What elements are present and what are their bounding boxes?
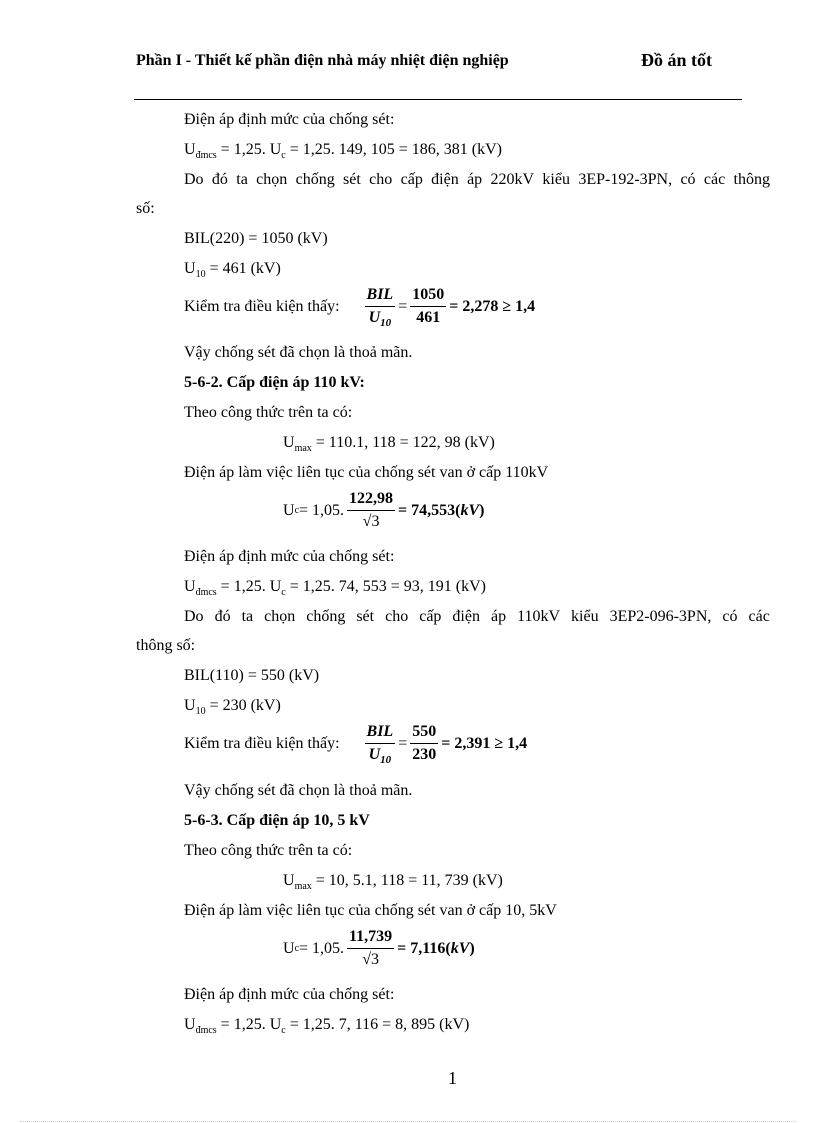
symbol: U xyxy=(184,1016,196,1033)
subscript: c xyxy=(281,1025,286,1036)
check-result: = 2,391 ≥ 1,4 xyxy=(441,734,528,752)
check-label: Kiểm tra điều kiện thấy: xyxy=(184,734,340,752)
formula-line: U c = 1,05. $\frac{11,739}{√3}$ = 7,116(kV) xyxy=(283,928,475,968)
formula-text: = 1,25. 7, 116 = 8, 895 (kV) xyxy=(285,1016,470,1033)
result-paren: ) xyxy=(479,501,485,519)
formula-text: = 461 (kV) xyxy=(205,260,281,277)
fraction xyxy=(410,723,438,764)
subscript: đmcs xyxy=(195,1025,217,1036)
formula-line: U c = 1,05. $\frac{122,98}{√3}$ = 74,553(kV) xyxy=(283,490,485,530)
justified-text-line xyxy=(184,170,770,190)
check-formula xyxy=(362,723,528,764)
word: 110kV xyxy=(517,608,561,625)
word: 3EP-192-3PN, xyxy=(578,171,673,188)
word: kiểu xyxy=(571,608,599,625)
text-line: Điện áp làm việc liên tục của chống sét van ở cấp 110kV xyxy=(184,464,549,481)
word: đó xyxy=(214,608,231,625)
word: điện xyxy=(431,171,459,188)
fraction-denominator: √3 xyxy=(362,951,379,968)
text-line: Điện áp định mức của chống sét: xyxy=(184,548,395,565)
symbol: U xyxy=(184,697,196,714)
formula-line xyxy=(283,871,503,891)
check-result: = 2,278 ≥ 1,4 xyxy=(449,297,536,315)
word: đó xyxy=(211,171,228,188)
fraction-denominator xyxy=(365,307,396,327)
word: ta xyxy=(236,171,248,188)
subscript: max xyxy=(294,881,312,892)
formula-text: = 230 (kV) xyxy=(205,697,281,714)
formula-line xyxy=(283,433,495,453)
word: có xyxy=(722,608,738,625)
formula-line xyxy=(184,577,486,597)
word: Do xyxy=(184,608,204,625)
subscript: max xyxy=(294,443,312,454)
formula-line xyxy=(184,696,281,716)
word: cấp xyxy=(419,608,442,625)
fraction-denominator: √3 xyxy=(362,513,380,530)
word: áp xyxy=(467,171,483,188)
fraction-numerator: BIL xyxy=(365,723,396,744)
section-heading: 5-6-2. Cấp điện áp 110 kV: xyxy=(184,374,365,391)
word: sét xyxy=(343,171,361,188)
formula-text: = 1,05. xyxy=(299,939,345,957)
symbol: U xyxy=(283,939,295,957)
formula-line xyxy=(184,259,281,279)
subscript: đmcs xyxy=(195,150,217,161)
subscript: 10 xyxy=(380,317,392,329)
word: sét xyxy=(356,608,375,625)
text-line: Theo công thức trên ta có: xyxy=(184,842,353,859)
formula-text: = 1,25. 74, 553 = 93, 191 (kV) xyxy=(285,578,486,595)
check-formula xyxy=(362,286,536,327)
check-condition-line xyxy=(184,723,527,764)
text-line: BIL(220) = 1050 (kV) xyxy=(184,230,328,247)
result-value: = 7,116( xyxy=(397,939,451,957)
page-bottom-border xyxy=(20,1121,796,1122)
word: các xyxy=(703,171,726,188)
fraction-denominator: 230 xyxy=(412,746,437,763)
fraction-numerator: 1050 xyxy=(410,286,446,307)
fraction xyxy=(347,490,395,531)
text-line: Điện áp định mức của chống sét: xyxy=(184,111,395,128)
justified-text-line xyxy=(184,607,770,627)
result-value: = 74,553( xyxy=(398,501,461,519)
symbol: U xyxy=(283,872,295,889)
section-heading: 5-6-3. Cấp điện áp 10, 5 kV xyxy=(184,812,370,829)
formula-text: = 10, 5.1, 118 = 11, 739 (kV) xyxy=(311,872,503,889)
text-line: Điện áp làm việc liên tục của chống sét van ở cấp 10, 5kV xyxy=(184,902,557,919)
symbol: U xyxy=(368,746,381,763)
formula-text: = 110.1, 118 = 122, 98 (kV) xyxy=(311,434,495,451)
symbol: U xyxy=(283,434,295,451)
formula-text: = 1,25. U xyxy=(216,141,282,158)
formula-line xyxy=(184,140,502,160)
fraction-numerator: 550 xyxy=(410,723,438,744)
formula-text: = 1,25. U xyxy=(216,1016,282,1033)
fraction xyxy=(365,286,396,327)
subscript: c xyxy=(281,150,286,161)
text-line: số: xyxy=(136,200,155,217)
fraction-denominator: 461 xyxy=(416,309,441,326)
fraction xyxy=(347,928,394,969)
fraction-numerator: 11,739 xyxy=(347,928,394,949)
result-paren: ) xyxy=(469,939,475,957)
text-line: Điện áp định mức của chống sét: xyxy=(184,986,395,1003)
word: Do xyxy=(184,171,204,188)
word: áp xyxy=(490,608,507,625)
word: các xyxy=(748,608,770,625)
word: chống xyxy=(306,608,346,625)
fraction-numerator: 122,98 xyxy=(347,490,395,511)
check-label: Kiểm tra điều kiện thấy: xyxy=(184,297,340,315)
formula-result xyxy=(398,501,484,521)
fraction xyxy=(410,286,446,327)
word: có xyxy=(680,171,696,188)
symbol: U xyxy=(283,501,295,519)
subscript: 10 xyxy=(195,269,206,280)
word: ta xyxy=(241,608,254,625)
text-line: BIL(110) = 550 (kV) xyxy=(184,667,320,684)
formula-text: = 1,25. 149, 105 = 186, 381 (kV) xyxy=(285,141,502,158)
word: thông xyxy=(733,171,770,188)
text-line: Vậy chống sét đã chọn là thoả mãn. xyxy=(184,782,413,799)
text-line: Vậy chống sét đã chọn là thoả mãn. xyxy=(184,344,413,361)
word: điện xyxy=(452,608,480,625)
word: 3EP2-096-3PN, xyxy=(609,608,712,625)
word: cấp xyxy=(400,171,423,188)
symbol: U xyxy=(184,260,196,277)
word: chọn xyxy=(264,608,296,625)
fraction-denominator xyxy=(365,744,396,764)
word: cho xyxy=(369,171,393,188)
symbol: U xyxy=(184,141,196,158)
formula-line xyxy=(184,1015,469,1035)
word: 220kV xyxy=(490,171,535,188)
result-unit: kV xyxy=(450,939,470,957)
subscript: c xyxy=(281,587,286,598)
fraction-numerator: BIL xyxy=(365,286,396,307)
word: cho xyxy=(385,608,409,625)
subscript: đmcs xyxy=(195,587,217,598)
formula-text: = 1,05. xyxy=(299,501,345,519)
formula-result xyxy=(397,939,475,959)
symbol: U xyxy=(184,578,196,595)
page-number: 1 xyxy=(448,1068,457,1088)
equals-sign: = xyxy=(398,734,408,752)
header-rule xyxy=(134,99,742,100)
subscript: 10 xyxy=(380,754,392,766)
check-condition-line xyxy=(184,286,535,327)
symbol: U xyxy=(368,309,381,326)
equals-sign: = xyxy=(398,297,408,315)
header-section-title: Phần I - Thiết kế phần điện nhà máy nhiệt điện nghiệp xyxy=(136,52,509,69)
formula-text: = 1,25. U xyxy=(216,578,282,595)
header-document-type: Đồ án tốt xyxy=(641,50,712,70)
result-unit: kV xyxy=(460,501,480,519)
word: chọn xyxy=(256,171,288,188)
text-line: Theo công thức trên ta có: xyxy=(184,404,353,421)
subscript: 10 xyxy=(195,706,206,717)
word: kiểu xyxy=(542,171,570,188)
fraction xyxy=(365,723,396,764)
text-line: thông số: xyxy=(136,637,196,654)
word: chống xyxy=(295,171,335,188)
